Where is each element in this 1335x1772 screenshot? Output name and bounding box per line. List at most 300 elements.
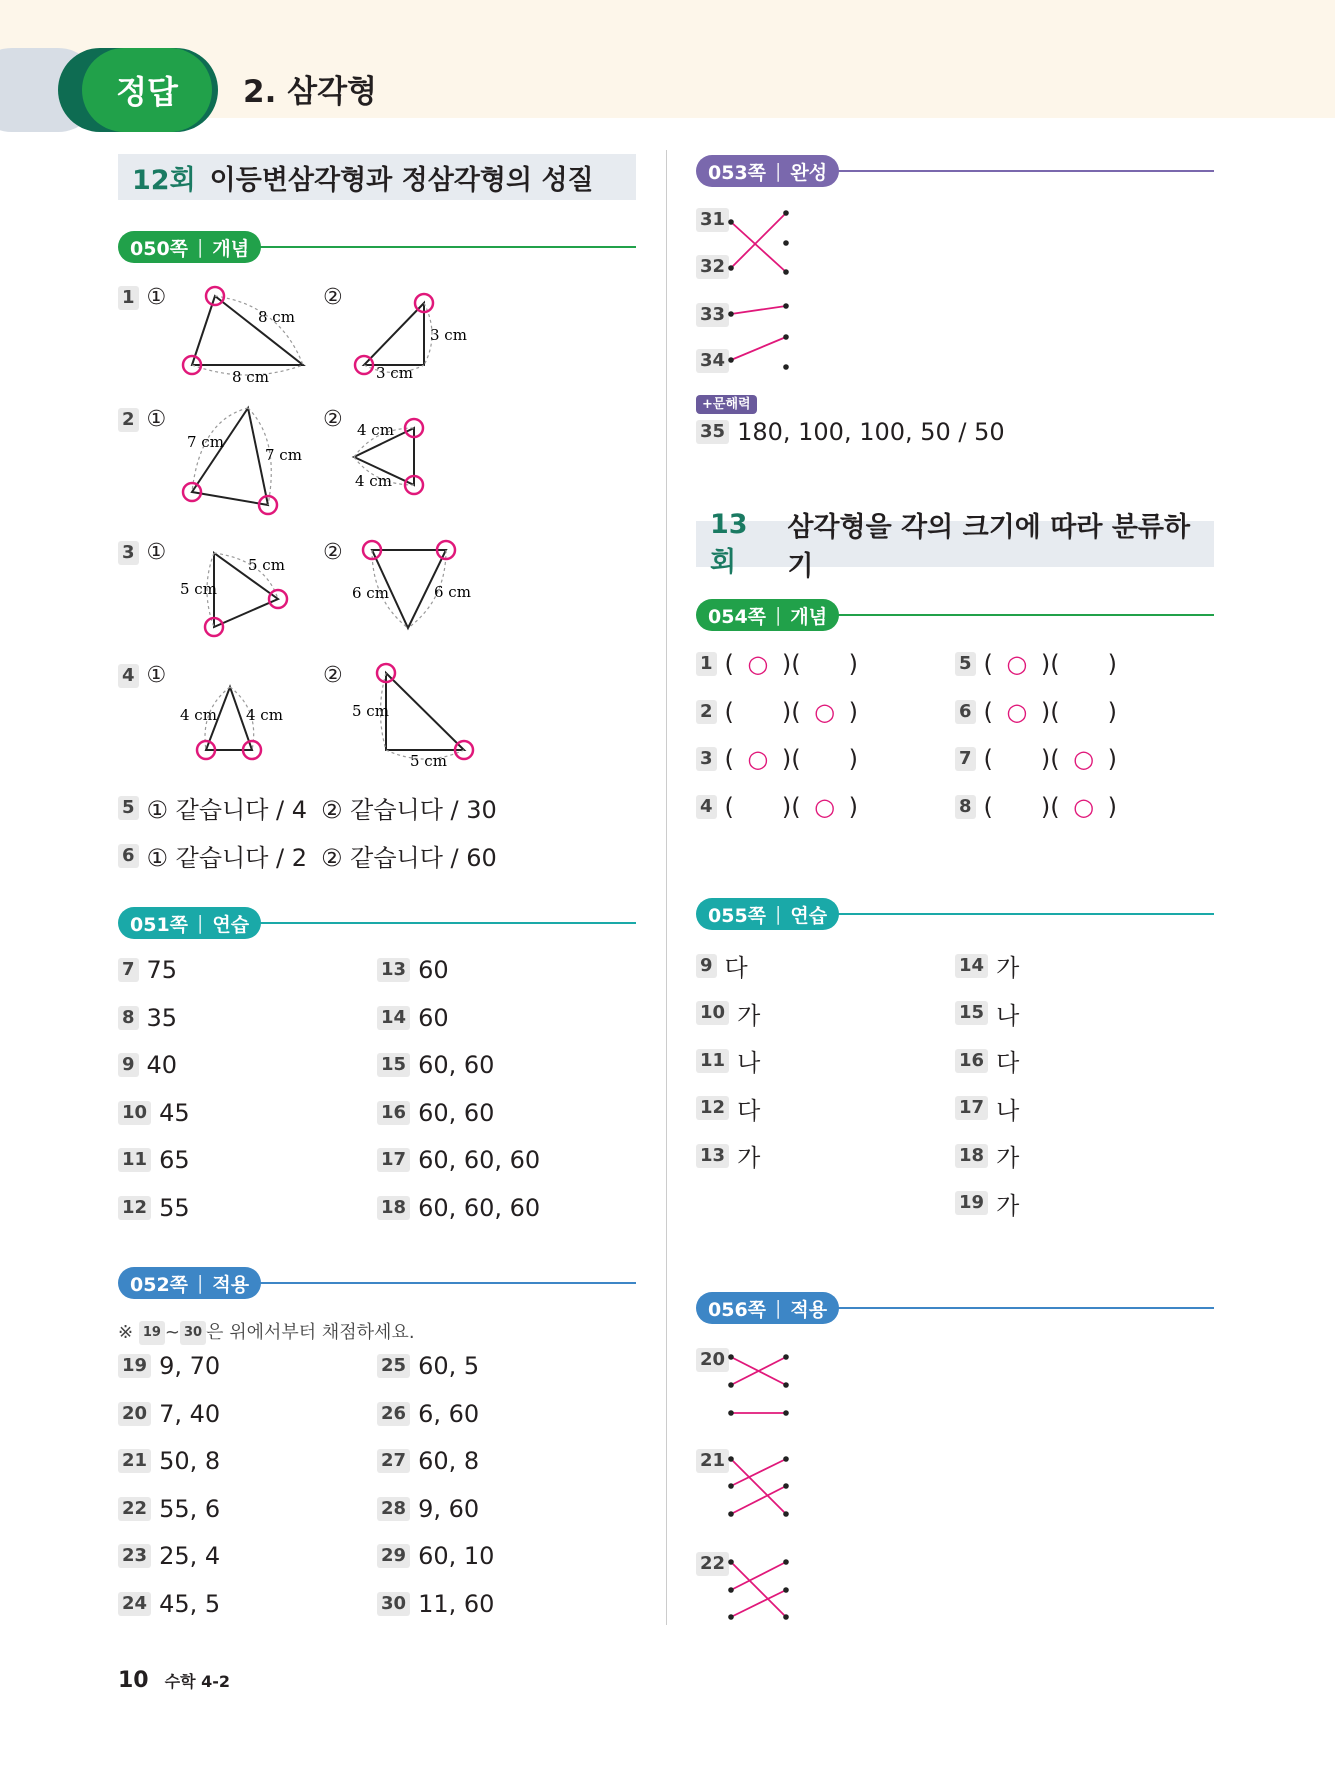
question-number: 3 [696,747,717,771]
page-tag-052 [118,1267,261,1299]
answer-row-6 [118,838,497,873]
match-line [731,306,786,314]
answer-row [696,1043,760,1078]
answer-row [118,1004,177,1032]
answer-row [377,1194,540,1222]
answer-row [955,1138,1019,1173]
section-title: 이등변삼각형과 정삼각형의 성질 [209,164,594,196]
page-number: 10 [118,1668,149,1693]
choice-number: ② [323,407,343,432]
question-number: 7 [955,747,976,771]
dot [783,1483,789,1489]
answer-row [377,956,449,984]
answer-mark: ○ [1073,792,1095,821]
triangle-1-2 [364,303,424,365]
answer-row [696,650,858,678]
choice-number: ① [146,407,167,432]
answer-row [377,1590,494,1618]
length-label: 6 cm [434,583,471,601]
question-number: 26 [377,1402,410,1426]
question-number: 2 [696,700,717,724]
answer-text: 나 [737,1049,761,1077]
dot [783,240,789,246]
answer-row [118,1590,220,1618]
question-number: 16 [955,1049,988,1073]
question-number: 30 [377,1592,410,1616]
length-label: 6 cm [352,584,389,602]
dot [783,1410,789,1416]
question-number: 34 [696,349,729,373]
question-number: 15 [955,1001,988,1025]
page-number: 051쪽 [130,913,189,936]
paren-open: ( [791,792,801,821]
match-line [731,213,786,268]
answer-row [955,793,1117,821]
paren-close: ) [781,792,792,821]
answer-row [377,1542,494,1570]
paren-open: ( [983,650,993,678]
question-number: 12 [696,1096,729,1120]
paren-close: ) [1107,792,1118,821]
answer-row [696,1138,760,1173]
answer-text: 가 [996,1144,1020,1172]
paren-close: ) [848,697,859,726]
answer-row [955,1091,1019,1126]
page-tag-056 [696,1292,839,1324]
answer-text: 55 [159,1193,190,1222]
paren-open: ( [1050,650,1060,678]
separator: | [775,903,782,925]
question-number: 31 [696,208,729,232]
answer-row-35 [696,418,1005,446]
question-number: 5 [955,652,976,676]
answer-row [696,996,760,1031]
paren-close: ) [1107,745,1118,773]
dot [783,1587,789,1593]
choice-number: ② [323,285,343,310]
match-line [731,1486,786,1514]
answer-text: 60 [418,956,449,984]
length-label: 5 cm [248,556,285,574]
answer-row [118,1400,220,1428]
answer-row [118,1447,220,1475]
question-number: 2 [118,408,139,432]
question-number: 23 [118,1544,151,1568]
answer-row [955,948,1019,983]
question-number: 11 [696,1049,729,1073]
answer-row [696,793,858,821]
answer-text: 나 [996,1001,1020,1030]
answer-text: 가 [996,1191,1020,1220]
column-divider [666,150,667,1625]
answer-mark: ○ [814,792,836,821]
question-number: 28 [377,1497,410,1521]
dot [783,1614,789,1620]
paren-close: ) [1040,697,1051,726]
section-number: 13회 [710,509,748,578]
paren-close: ) [848,792,859,821]
answer-text: 9, 60 [418,1494,480,1523]
question-number: 18 [955,1144,988,1168]
answer-mark: ○ [747,745,769,773]
separator: | [197,236,204,258]
answer-text: 50, 8 [159,1447,221,1475]
page-number: 056쪽 [708,1298,767,1321]
answer-row [118,956,177,984]
page-rule [836,1307,1214,1309]
page-rule [836,913,1214,915]
paren-open: ( [1050,697,1060,726]
answer-row [118,1495,220,1523]
paren-open: ( [791,697,801,726]
question-number: 21 [118,1449,151,1473]
dot [783,1382,789,1388]
answer-text: 60, 60, 60 [418,1146,541,1174]
dot [783,1456,789,1462]
answer-text: 가 [737,1001,761,1030]
answer-text: 40 [146,1051,178,1079]
answer-row [696,745,858,773]
question-number: 19 [955,1191,988,1215]
length-label: 7 cm [265,446,302,464]
paren-close: ) [848,650,859,678]
dot [728,1456,734,1462]
triangle-1-1 [192,296,303,365]
page-kind: 개념 [790,605,828,628]
dot [728,219,734,225]
answer-text: 65 [159,1146,190,1174]
question-number: 22 [696,1552,729,1576]
paren-open: ( [724,650,734,678]
question-number: 29 [377,1544,410,1568]
note-ref: 30 [180,1321,206,1345]
dot [728,1410,734,1416]
book-title: 수학 4-2 [164,1672,231,1691]
answer-row [377,1447,479,1475]
question-number: 13 [377,958,410,982]
question-number: 1 [696,652,717,676]
paren-open: ( [724,745,734,773]
answer-row [696,698,858,726]
matching-lines-053 [720,200,800,380]
length-label: 4 cm [355,472,392,490]
question-number: 1 [118,286,139,310]
length-label: 4 cm [180,706,217,724]
dot [728,1587,734,1593]
answer-mark: ○ [1006,697,1028,726]
answer-text: 35 [146,1003,178,1032]
answer-row [377,1051,494,1079]
paren-close: ) [781,697,792,726]
page-kind: 연습 [790,904,828,927]
separator: | [775,1297,782,1319]
dot [728,357,734,363]
page-rule [836,170,1214,172]
choice-number: ① [146,663,167,688]
dot [728,1354,734,1360]
answer-row [377,1495,479,1523]
question-number: 6 [955,700,976,724]
triangle-4-2 [386,673,464,750]
answer-text: 다 [724,954,748,982]
answer-text: 60, 60 [418,1098,495,1127]
paren-close: ) [1040,792,1051,821]
answer-row [118,1194,190,1222]
dot [728,311,734,317]
question-number: 24 [118,1592,151,1616]
page-rule [258,246,636,248]
dot [783,303,789,309]
answer-row [955,1043,1019,1078]
page-number: 052쪽 [130,1273,189,1296]
answer-mark: ○ [1006,650,1028,678]
question-number: 13 [696,1144,729,1168]
section-title: 삼각형을 각의 크기에 따라 분류하기 [787,512,1191,582]
question-number: 9 [118,1053,139,1077]
page-kind: 개념 [212,237,250,260]
match-line [731,222,786,272]
answer-row [377,1004,449,1032]
paren-open: ( [983,745,993,773]
length-label: 3 cm [430,326,467,344]
paren-close: ) [781,650,792,678]
question-number: 5 [118,796,139,820]
dot [728,1483,734,1489]
question-number: 33 [696,303,729,327]
length-label: 5 cm [410,752,447,770]
dot [783,210,789,216]
answer-text: 180, 100, 100, 50 / 50 [737,418,1005,446]
paren-open: ( [983,792,993,821]
answer-text: 60, 5 [418,1352,480,1380]
answer-text: 9, 70 [159,1352,221,1380]
page-tag-050 [118,231,261,263]
question-number: 27 [377,1449,410,1473]
question-number: 17 [955,1096,988,1120]
answer-mark: ○ [747,650,769,678]
match-line [731,1562,786,1590]
note-text: 은 위에서부터 채점하세요. [206,1322,415,1343]
answer-row [377,1146,540,1174]
question-number: 21 [696,1449,729,1473]
dot [783,1511,789,1517]
question-number: 8 [955,795,976,819]
choice-number: ① [146,285,167,310]
length-label: 3 cm [376,364,413,382]
separator: | [775,604,782,626]
page-number: 055쪽 [708,904,767,927]
answer-text: 45 [159,1098,190,1127]
answer-row [118,1352,220,1380]
question-number: 6 [118,844,139,868]
match-line [731,337,786,360]
page-footer [118,1668,230,1693]
answer-row [955,745,1117,773]
answer-text: 다 [996,1049,1020,1077]
question-number: 19 [118,1354,151,1378]
answer-badge: 정답 [82,48,212,132]
question-number: 7 [118,958,139,982]
answer-text: 나 [996,1096,1020,1125]
paren-close: ) [1040,650,1051,678]
separator: | [775,160,782,182]
answer-mark: ○ [1073,745,1095,773]
match-line [731,1459,786,1514]
question-number: 17 [377,1148,410,1172]
question-number: 32 [696,255,729,279]
answer-text: 60, 60, 60 [418,1193,541,1222]
answer-text: 45, 5 [159,1589,221,1618]
question-number: 12 [118,1196,151,1220]
chapter-title: 2. 삼각형 [243,74,377,110]
dot [728,1511,734,1517]
dot [783,364,789,370]
answer-row [696,948,748,983]
choice-number: ② [323,540,343,565]
length-label: 5 cm [352,702,389,720]
page-rule [258,1282,636,1284]
choice-number: ① [146,540,167,565]
length-label: 4 cm [357,421,394,439]
answer-text: 60, 60 [418,1051,495,1079]
answer-text: ① 같습니다 / 4 [146,796,308,824]
question-number: 4 [118,664,139,688]
question-number: 15 [377,1053,410,1077]
page-rule [836,614,1214,616]
question-number: 9 [696,954,717,978]
answer-row [377,1352,479,1380]
question-number: 20 [696,1348,729,1372]
answer-text: 11, 60 [418,1589,495,1618]
page-tag-054 [696,599,839,631]
dot [728,1559,734,1565]
literacy-tag [696,393,757,412]
note-mark: ※ [118,1322,134,1343]
question-number: 3 [118,541,139,565]
answer-text: ① 같습니다 / 2 [146,844,308,872]
page-number: 053쪽 [708,161,767,184]
question-number: 4 [696,795,717,819]
question-number: 22 [118,1497,151,1521]
answer-row [118,1099,190,1127]
question-number: 35 [696,420,729,444]
length-label: 4 cm [246,706,283,724]
answer-row [118,1542,220,1570]
paren-open: ( [1050,792,1060,821]
answer-text: 60, 10 [418,1542,495,1570]
question-number: 14 [955,954,988,978]
page-tag-051 [118,907,261,939]
answer-text: 60, 8 [418,1447,480,1475]
answer-text: 55, 6 [159,1494,221,1523]
dot [728,1382,734,1388]
length-label: 7 cm [187,433,224,451]
answer-text: 60 [418,1003,449,1032]
paren-close: ) [781,745,792,773]
match-line [731,1459,786,1486]
grading-note [118,1318,415,1345]
paren-close: ) [1040,745,1051,773]
answer-text: 가 [996,954,1020,982]
paren-close: ) [848,745,859,773]
section-number: 12회 [132,164,196,196]
question-number: 14 [377,1006,410,1030]
paren-open: ( [791,745,801,773]
answer-text: 75 [146,956,178,984]
paren-open: ( [983,697,993,726]
page-kind: 연습 [212,913,250,936]
page-tag-053 [696,155,839,187]
answer-text: 가 [737,1144,761,1172]
answer-mark: ○ [814,697,836,726]
answer-row-5 [118,790,497,825]
question-number: 11 [118,1148,151,1172]
page-rule [258,922,636,924]
section-12-header [118,154,636,200]
section-13-header [696,509,1214,582]
page-kind: 완성 [790,161,828,184]
question-number: 8 [118,1006,139,1030]
page-kind: 적용 [790,1298,828,1321]
page-kind: 적용 [212,1273,250,1296]
paren-close: ) [1107,697,1118,726]
paren-open: ( [791,650,801,678]
separator: | [197,912,204,934]
answer-row [377,1400,479,1428]
question-number: 18 [377,1196,410,1220]
length-label: 8 cm [258,308,295,326]
match-line [731,1590,786,1617]
answer-row [377,1099,494,1127]
triangle-2-1 [192,408,268,505]
dot [783,334,789,340]
dot [783,1354,789,1360]
paren-close: ) [1107,650,1118,678]
answer-row [118,1146,190,1174]
answer-text: ② 같습니다 / 30 [321,796,497,824]
page-number: 054쪽 [708,605,767,628]
length-label: 8 cm [232,368,269,386]
paren-open: ( [1050,745,1060,773]
dot [783,269,789,275]
paren-open: ( [724,792,734,821]
question-number: 25 [377,1354,410,1378]
answer-row [696,1091,760,1126]
choice-number: ② [323,663,343,688]
answer-text: 다 [737,1096,761,1125]
answer-text: 6, 60 [418,1399,480,1428]
question-number: 20 [118,1402,151,1426]
answer-row [955,698,1117,726]
matching-lines-056 [720,1340,800,1630]
length-label: 5 cm [180,580,217,598]
question-number: 10 [696,1001,729,1025]
triangle-figures [150,270,490,770]
dot [783,1559,789,1565]
note-tilde: ~ [164,1322,181,1343]
answer-row [955,996,1019,1031]
answer-row [118,1051,177,1079]
note-ref: 19 [139,1321,165,1345]
literacy-badge: +문해력 [696,395,757,414]
dot [728,265,734,271]
separator: | [197,1272,204,1294]
match-line [731,1562,786,1617]
page-number: 050쪽 [130,237,189,260]
answer-row [955,1186,1019,1221]
answer-row [955,650,1117,678]
answer-text: ② 같습니다 / 60 [321,844,497,872]
